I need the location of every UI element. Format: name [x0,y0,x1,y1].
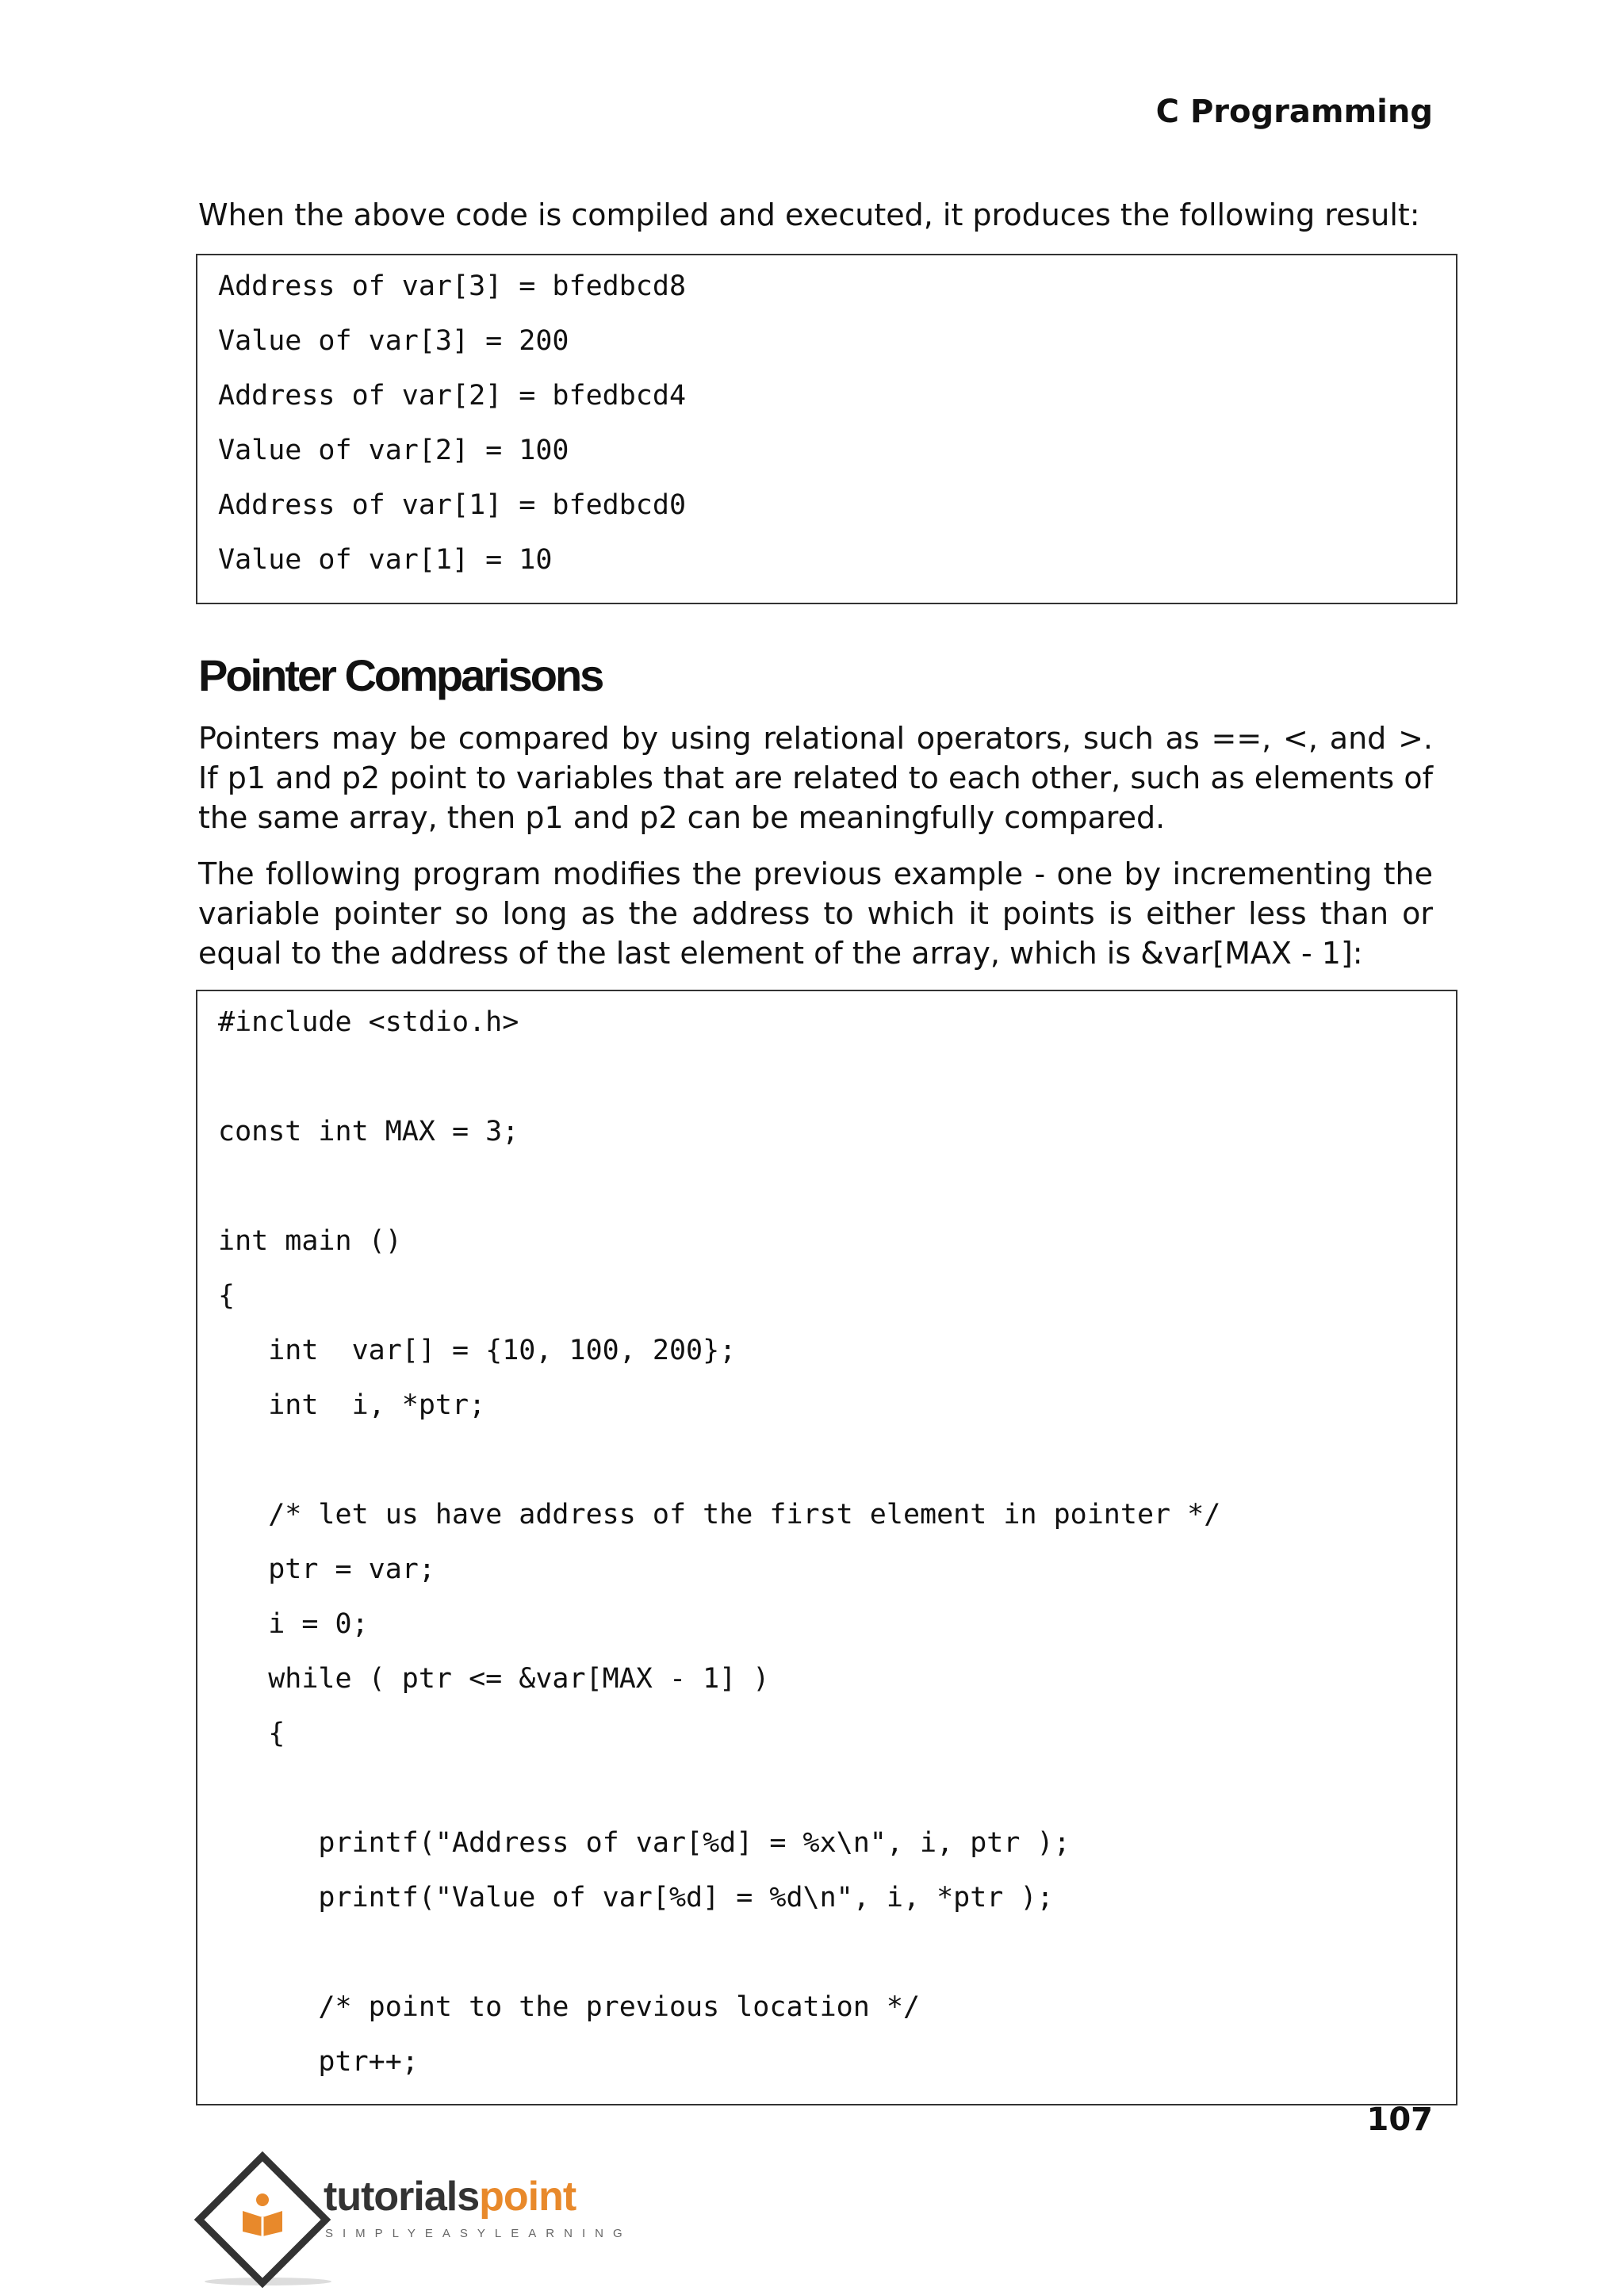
code-line: /* let us have address of the first element in pointer */ [218,1499,1221,1531]
code-line: #include <stdio.h> [218,1006,519,1038]
code-line: /* point to the previous location */ [218,1991,921,2023]
output-line: Address of var[3] = bfedbcd8 [218,270,687,302]
code-line: int main () [218,1225,402,1257]
section-heading: Pointer Comparisons [198,650,603,700]
code-line: const int MAX = 3; [218,1116,519,1148]
code-box [196,990,1457,2105]
code-line: while ( ptr <= &var[MAX - 1] ) [218,1663,770,1695]
code-line: ptr++; [218,2046,419,2078]
code-line: printf("Address of var[%d] = %x\n", i, ptr ); [218,1827,1071,1859]
logo-wordmark [324,2173,576,2220]
logo-word-accent: point [479,2174,576,2220]
code-line [218,1925,1456,1980]
output-box [196,254,1457,604]
output-line: Address of var[1] = bfedbcd0 [218,489,687,521]
output-line: Value of var[1] = 10 [218,544,553,576]
code-line: int i, *ptr; [218,1389,486,1421]
output-line: Value of var[3] = 200 [218,325,569,357]
code-line: ptr = var; [218,1554,435,1585]
page-header-title: C Programming [1155,94,1433,130]
intro-paragraph: When the above code is compiled and executed, it produces the following result: [198,197,1420,232]
comparison-paragraph: Pointers may be compared by using relational operators, such as ==, <, and >. If p1 and p2 point to variables that are related to each other, such as elements of the same array, then p1 and p2 can be meaningfully compared. [198,721,1433,835]
output-line: Address of var[2] = bfedbcd4 [218,380,687,412]
page-number: 107 [1366,2102,1433,2138]
logo-tagline: SIMPLYEASYLEARNING [325,2227,632,2240]
code-line: int var[] = {10, 100, 200}; [218,1335,737,1366]
program-description-paragraph: The following program modifies the previous example - one by incrementing the variable pointer so long as the address to which it points is either less than or equal to the address of the last element of the array, which is &var[MAX - 1]: [198,856,1433,971]
code-line [218,1050,1456,1105]
code-line [218,1761,1456,1816]
code-line: i = 0; [218,1608,369,1640]
book-person-icon [238,2190,287,2239]
code-line [218,1159,1456,1214]
output-line: Value of var[2] = 100 [218,435,569,466]
tutorialspoint-logo [197,2159,641,2285]
code-line: { [218,1718,285,1749]
code-line: { [218,1280,236,1312]
code-line: printf("Value of var[%d] = %d\n", i, *ptr ); [218,1882,1054,1914]
code-line [218,1433,1456,1488]
logo-word-main: tutorials [324,2174,480,2220]
